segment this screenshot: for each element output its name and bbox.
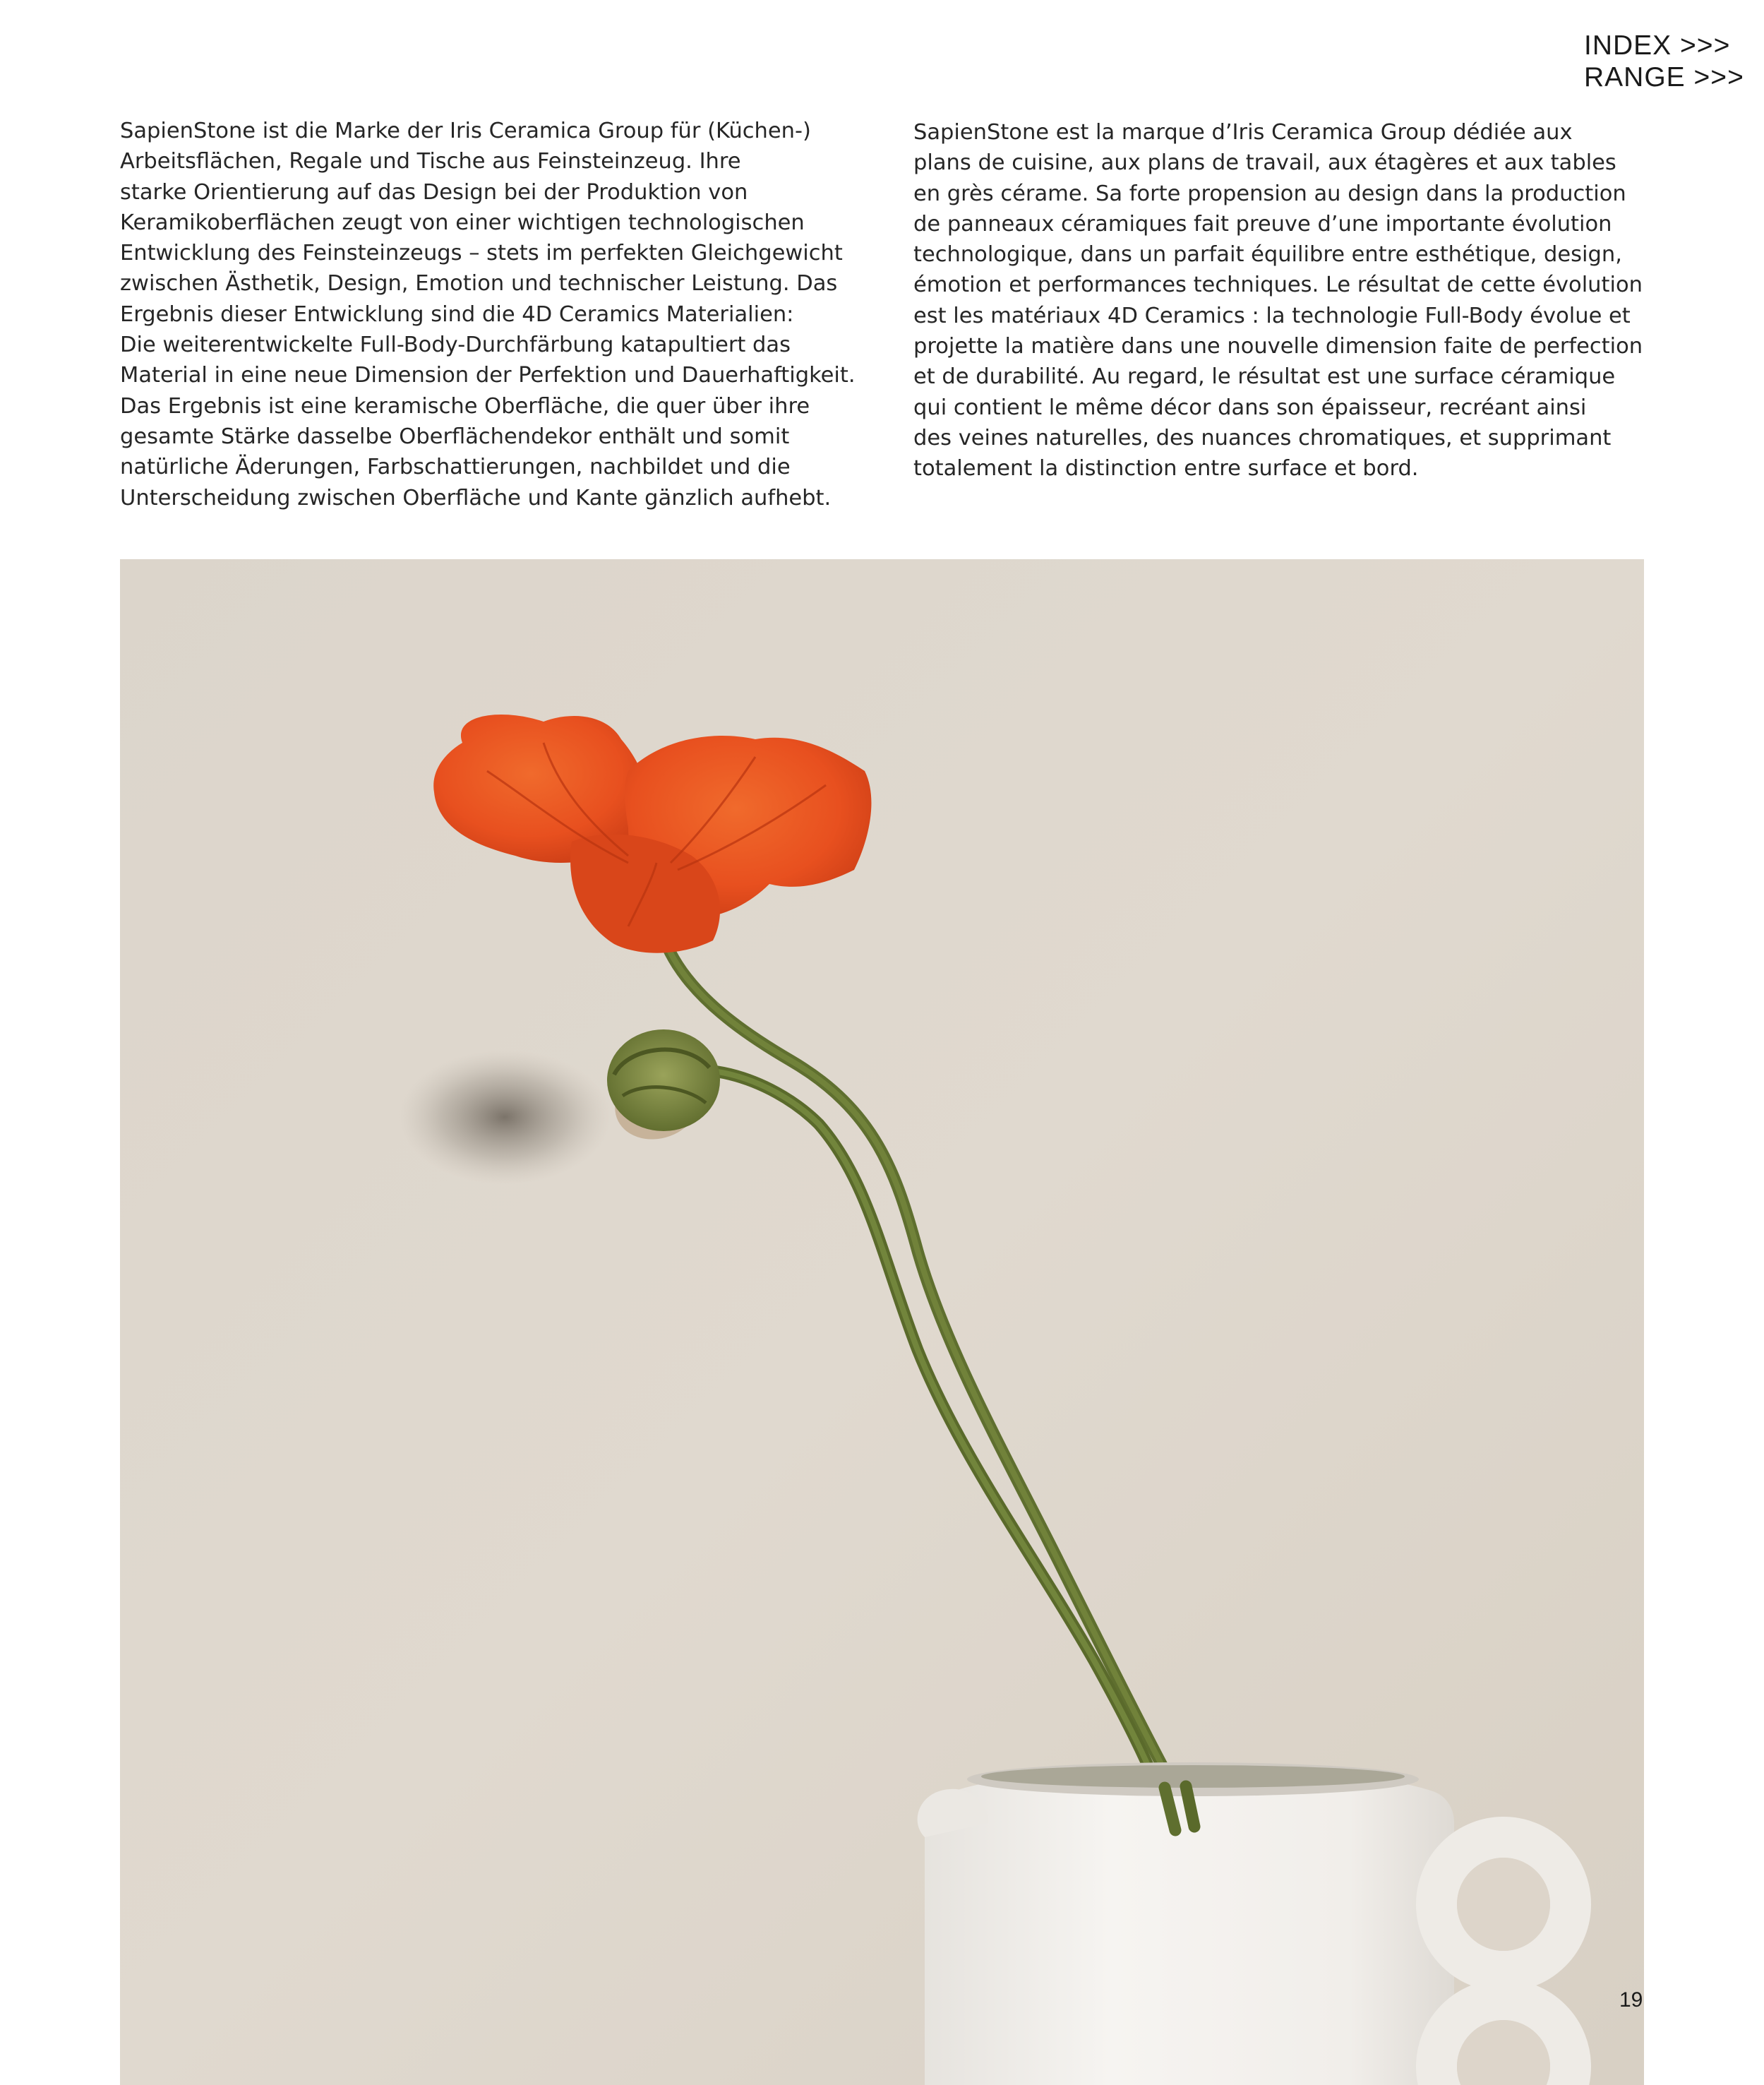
text-line: qui contient le même décor dans son épaisseur, recréant ainsi: [913, 395, 1587, 420]
text-line: des veines naturelles, des nuances chromatiques, et supprimant: [913, 425, 1612, 450]
text-line: en grès cérame. Sa forte propension au design dans la production: [913, 181, 1626, 206]
text-line: et de durabilité. Au regard, le résultat est une surface céramique: [913, 364, 1616, 390]
page-number: 19: [1619, 1988, 1643, 2012]
text-line: technologique, dans un parfait équilibre entre esthétique, design,: [913, 242, 1622, 268]
text-line: SapienStone est la marque d’Iris Ceramica Group dédiée aux: [913, 120, 1573, 145]
bud-shadow: [399, 1050, 611, 1184]
text-column-french: [913, 117, 1655, 484]
text-line: zwischen Ästhetik, Design, Emotion und technischer Leistung. Das: [120, 271, 838, 297]
text-line: Keramikoberflächen zeugt von einer wichtigen technologischen: [120, 210, 805, 235]
text-line: Entwicklung des Feinsteinzeugs – stets im perfekten Gleichgewicht: [120, 241, 843, 266]
text-line: totalement la distinction entre surface et bord.: [913, 456, 1419, 482]
text-line: de panneaux céramiques fait preuve d’une importante évolution: [913, 211, 1612, 237]
text-line: Ergebnis dieser Entwicklung sind die 4D Ceramics Materialien:: [120, 301, 794, 327]
text-line: Arbeitsflächen, Regale und Tische aus Feinsteinzeug. Ihre: [120, 149, 741, 174]
text-column-german: [120, 116, 854, 513]
text-line: natürliche Äderungen, Farbschattierungen, nachbildet und die: [120, 455, 791, 480]
text-line: gesamte Stärke dasselbe Oberflächendekor enthält und somit: [120, 424, 790, 449]
text-line: SapienStone ist die Marke der Iris Ceramica Group für (Küchen-): [120, 119, 811, 143]
range-link[interactable]: RANGE >>>: [1584, 62, 1744, 92]
text-line: plans de cuisine, aux plans de travail, aux étagères et aux tables: [913, 150, 1616, 176]
text-line: Material in eine neue Dimension der Perfektion und Dauerhaftigkeit.: [120, 363, 856, 388]
text-line: Unterscheidung zwischen Oberfläche und Kante gänzlich aufhebt.: [120, 485, 832, 510]
text-line: projette la matière dans une nouvelle dimension faite de perfection: [913, 334, 1643, 359]
text-line: émotion et performances techniques. Le résultat de cette évolution: [913, 273, 1643, 298]
text-line: Das Ergebnis ist eine keramische Oberfläche, die quer über ihre: [120, 393, 810, 419]
index-link[interactable]: INDEX >>>: [1584, 30, 1731, 61]
navigation: [1584, 30, 1744, 93]
text-line: est les matériaux 4D Ceramics : la technologie Full-Body évolue et: [913, 303, 1631, 328]
text-line: Die weiterentwickelte Full-Body-Durchfärbung katapultiert das: [120, 333, 791, 358]
poppy-photo: [120, 559, 1644, 2085]
text-line: starke Orientierung auf das Design bei der Produktion von: [120, 179, 748, 205]
